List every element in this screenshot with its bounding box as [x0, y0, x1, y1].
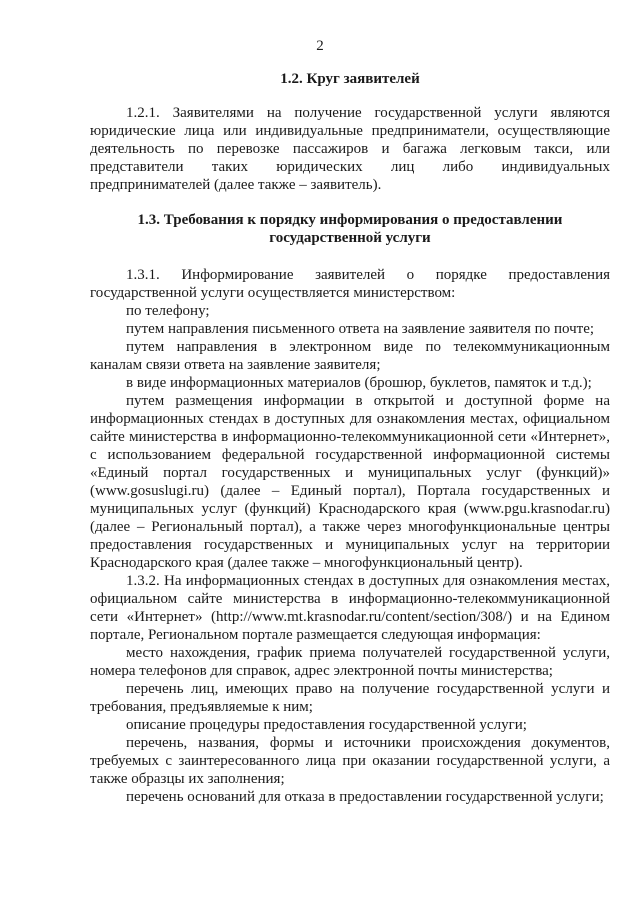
section-1-3-heading-line1: 1.3. Требования к порядку информирования о предоставлении [137, 212, 563, 228]
list-item-procedure: описание процедуры предоставления государственной услуги; [126, 717, 527, 733]
paragraph-1-3-2: 1.3.2. На информационных стендах в доступных для ознакомления местах, официальном сайте министерства в информационно-телекоммуникационной сети «Интернет» (http://www.mt.krasnodar.ru/content/section/308/) и на Едином портале, Региональном портале размещается следующая информация: [90, 573, 610, 643]
list-item-documents: перечень, названия, формы и источники происхождения документов, требуемых с заинтересованного лица при оказании государственной услуги, а также образцы их заполнения; [90, 735, 610, 787]
section-1-2-body [90, 104, 610, 194]
list-item-location: место нахождения, график приема получателей государственной услуги, номера телефонов для справок, адрес электронной почты министерства; [90, 645, 610, 679]
list-item-materials: в виде информационных материалов (брошюр, буклетов, памяток и т.д.); [126, 375, 592, 391]
paragraph-1-2-1: 1.2.1. Заявителями на получение государственной услуги являются юридические лица или индивидуальные предприниматели, осуществляющие деятельность по перевозке пассажиров и багажа легковым такси, или представители таких юридических лиц либо индивидуальных предпринимателей (далее также – заявитель). [90, 105, 610, 193]
list-item-phone: по телефону; [126, 303, 210, 319]
section-1-3-heading [90, 211, 610, 247]
section-1-3-heading-line2: государственной услуги [269, 230, 431, 246]
list-item-persons: перечень лиц, имеющих право на получение государственной услуги и требования, предъявляемые к ним; [90, 681, 610, 715]
list-item-stands: путем размещения информации в открытой и доступной форме на информационных стендах в доступных для ознакомления местах, официальном сайте министерства в информационно-телекоммуникационной сети «Интернет», с использованием федеральной государственной информационной системы «Единый портал государственных и муниципальных услуг (функций)» (www.gosuslugi.ru) (далее – Единый портал), Портала государственных и муниципальных услуг (функций) Краснодарского края (www.pgu.krasnodar.ru) (далее – Региональный портал), а также через многофункциональные центры предоставления государственных и муниципальных услуг на территории Краснодарского края (далее также – многофункциональный центр). [90, 393, 610, 571]
list-item-mail: путем направления письменного ответа на заявление заявителя по почте; [126, 321, 595, 337]
list-item-refusal: перечень оснований для отказа в предоставлении государственной услуги; [126, 789, 604, 805]
page-number: 2 [316, 38, 324, 54]
section-1-3-body [90, 266, 610, 806]
paragraph-1-3-1: 1.3.1. Информирование заявителей о порядке предоставления государственной услуги осуществляется министерством: [90, 267, 610, 301]
list-item-electronic: путем направления в электронном виде по телекоммуникационным каналам связи ответа на заявление заявителя; [90, 339, 610, 373]
section-1-2-heading: 1.2. Круг заявителей [280, 71, 420, 87]
